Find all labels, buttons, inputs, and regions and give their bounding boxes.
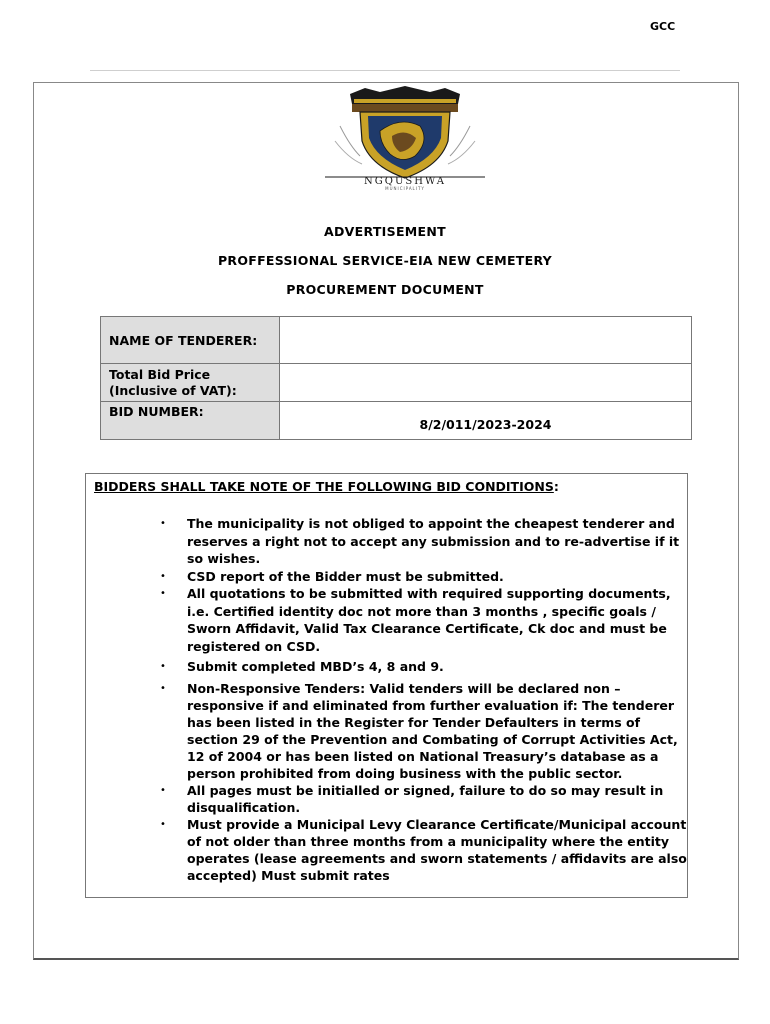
condition-text: All pages must be initialled or signed, failure to do so may result in disqualification. bbox=[187, 782, 664, 815]
condition-text: The municipality is not obliged to appoint the cheapest tenderer and reserves a right not to accept any submission and to re-advertise if it so wishes. bbox=[187, 516, 680, 566]
condition-text: Submit completed MBD’s 4, 8 and 9. bbox=[187, 659, 444, 674]
title-advertisement: ADVERTISEMENT bbox=[324, 224, 446, 239]
bid-number-label: BID NUMBER: bbox=[101, 402, 280, 440]
table-row bbox=[101, 317, 692, 364]
list-item bbox=[160, 658, 688, 676]
bid-conditions-list bbox=[160, 515, 688, 884]
crest-subtitle-text: MUNICIPALITY bbox=[385, 186, 425, 191]
bullet-icon: • bbox=[160, 588, 166, 599]
condition-text: CSD report of the Bidder must be submitted. bbox=[187, 568, 504, 584]
title-service: PROFFESSIONAL SERVICE-EIA NEW CEMETERY bbox=[217, 253, 553, 268]
bid-conditions-title bbox=[94, 479, 559, 494]
bullet-icon: • bbox=[160, 784, 166, 796]
list-item bbox=[160, 568, 688, 586]
table-row bbox=[101, 364, 692, 402]
bullet-icon: • bbox=[160, 818, 166, 830]
list-item bbox=[160, 585, 688, 655]
total-bid-price-field[interactable] bbox=[280, 364, 692, 402]
bid-conditions-title-colon: : bbox=[553, 479, 559, 494]
tenderer-name-field[interactable] bbox=[280, 317, 692, 364]
crest-name-text: NGQUSHWA bbox=[364, 176, 446, 187]
total-bid-price-label: Total Bid Price (Inclusive of VAT): bbox=[101, 364, 280, 402]
ngqushwa-municipality-crest-icon bbox=[320, 86, 490, 191]
bid-number-value: 8/2/011/2023-2024 bbox=[280, 402, 692, 440]
condition-text: All quotations to be submitted with required supporting documents, i.e. Certified identity doc not more than 3 months , specific goals / Sworn Affidavit, Valid Tax Clearance Certificate, Ck doc and must be registered on CSD. bbox=[187, 586, 671, 654]
table-row bbox=[101, 402, 692, 440]
condition-text: Must provide a Municipal Levy Clearance Certificate/Municipal account of not older than three months from a municipality where the entity operates (lease agreements and sworn statements / affidavits are also accepted) Must submit rates bbox=[187, 816, 687, 883]
header-gcc-tag: GCC bbox=[650, 20, 676, 33]
title-procurement: PROCUREMENT DOCUMENT bbox=[286, 282, 484, 297]
top-divider bbox=[90, 70, 680, 71]
bullet-icon: • bbox=[160, 518, 166, 529]
tenderer-name-label: NAME OF TENDERER: bbox=[101, 317, 280, 364]
list-item bbox=[160, 816, 688, 884]
bullet-icon: • bbox=[160, 570, 166, 582]
condition-text: Non-Responsive Tenders: Valid tenders will be declared non – responsive if and eliminated from further evaluation if: The tenderer has been listed in the Register for Tender Defaulters in terms of section 29 of the Prevention and Combating of Corrupt Activities Act, 12 of 2004 or has been listed on National Treasury’s database as a person prohibited from doing business with the public sector. bbox=[187, 680, 678, 781]
list-item bbox=[160, 782, 688, 816]
list-item bbox=[160, 680, 688, 782]
bid-conditions-box bbox=[85, 473, 688, 898]
tender-info-table bbox=[100, 316, 692, 440]
bullet-icon: • bbox=[160, 661, 166, 672]
bullet-icon: • bbox=[160, 682, 166, 694]
list-item bbox=[160, 515, 688, 568]
bid-conditions-title-text: BIDDERS SHALL TAKE NOTE OF THE FOLLOWING BID CONDITIONS bbox=[94, 479, 554, 494]
